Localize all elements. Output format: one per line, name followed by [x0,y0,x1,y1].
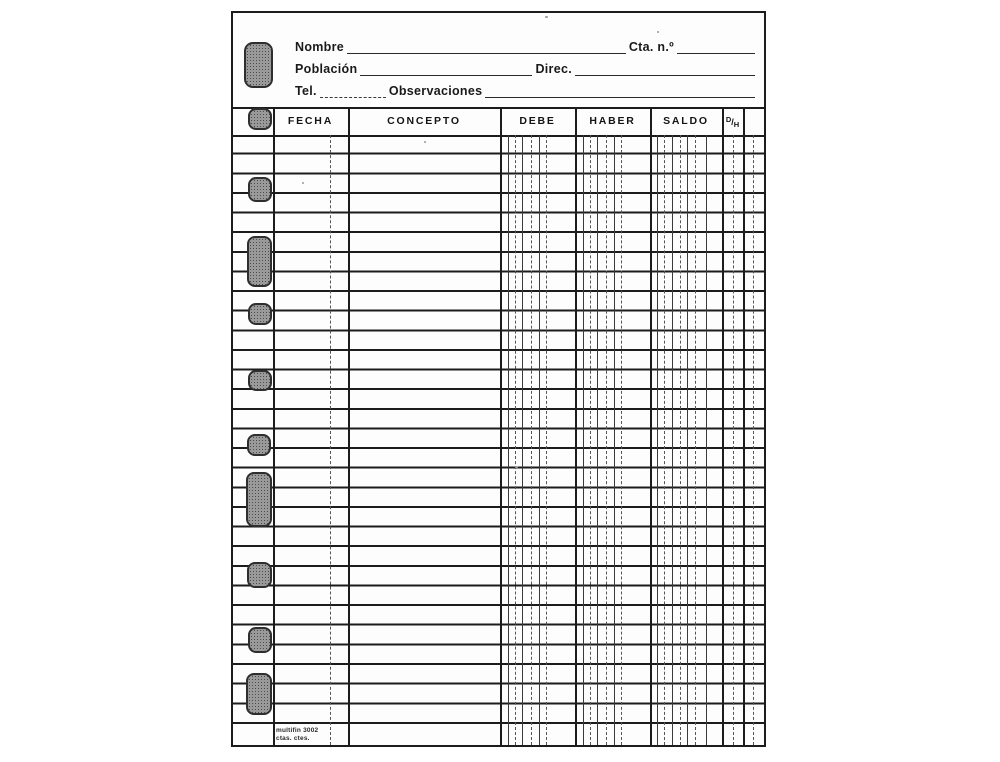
observaciones-label: Observaciones [388,84,483,98]
scan-speck [302,182,304,184]
debe-digit-rule [522,135,523,745]
nombre-label: Nombre [295,40,345,54]
punch-hole [248,627,272,653]
dh-label-h: H [733,120,740,129]
haber-digit-rule [621,135,622,745]
column-header-concepto: CONCEPTO [387,115,461,127]
poblacion-label: Población [295,62,358,76]
debe-digit-rule [539,135,540,745]
col-border-saldo-dh [722,107,724,745]
header-row-tel [295,81,758,98]
dh-label-d: D [725,115,732,124]
debe-digit-rule [546,135,547,745]
scan-speck [515,466,518,468]
direc-label: Direc. [535,62,572,76]
column-header-dh [722,107,743,135]
product-code-line1: multifin 3002 [276,727,319,734]
punch-hole [247,236,272,287]
haber-digit-rule [583,135,584,745]
saldo-digit-rule [695,135,696,745]
saldo-digit-rule [687,135,688,745]
saldo-digit-rule [706,135,707,745]
tel-input-line [320,80,386,98]
table-row-rules [233,135,764,726]
punch-hole [247,434,271,456]
col-border-debe-haber [575,107,577,745]
column-header-debe: DEBE [519,115,556,127]
punch-hole [244,42,273,88]
haber-digit-rule [597,135,598,745]
ledger-sheet [231,11,766,747]
cta-input-line [677,36,755,54]
scan-speck [424,141,426,143]
col-border-fecha-concepto [348,107,350,745]
nombre-input-line [347,36,626,54]
header-row-nombre [295,37,758,54]
col-border-haber-saldo [650,107,652,745]
saldo-digit-rule [680,135,681,745]
punch-hole [246,673,272,715]
saldo-digit-rule [672,135,673,745]
column-header-haber: HABER [589,115,636,127]
debe-digit-rule [531,135,532,745]
poblacion-input-line [360,58,532,76]
observaciones-input-line [485,80,755,98]
column-header-saldo: SALDO [663,115,709,127]
dh-center-rule [733,135,734,745]
margin-center-rule [753,135,754,745]
fecha-subdivider [330,135,331,745]
cta-label: Cta. n.º [628,40,674,54]
debe-digit-rule [515,135,516,745]
header-row-poblacion [295,59,758,76]
punch-hole [246,472,272,527]
punch-hole [248,370,272,391]
scan-speck [545,16,548,18]
saldo-digit-rule [664,135,665,745]
column-header-fecha: FECHA [287,115,334,127]
punch-hole [248,108,272,130]
haber-digit-rule [606,135,607,745]
punch-hole [248,303,272,325]
col-border-dh-margin [743,107,745,745]
punch-hole [247,562,272,588]
haber-digit-rule [590,135,591,745]
product-code [276,727,336,742]
debe-digit-rule [508,135,509,745]
haber-digit-rule [614,135,615,745]
col-border-concepto-debe [500,107,502,745]
tel-label: Tel. [295,84,317,98]
dh-label-slash: / [731,117,734,127]
product-code-line2: ctas. ctes. [276,734,310,742]
punch-hole [248,177,272,202]
saldo-digit-rule [657,135,658,745]
scan-speck [657,31,659,33]
direc-input-line [575,58,755,76]
col-border-holes-fecha [273,107,275,745]
